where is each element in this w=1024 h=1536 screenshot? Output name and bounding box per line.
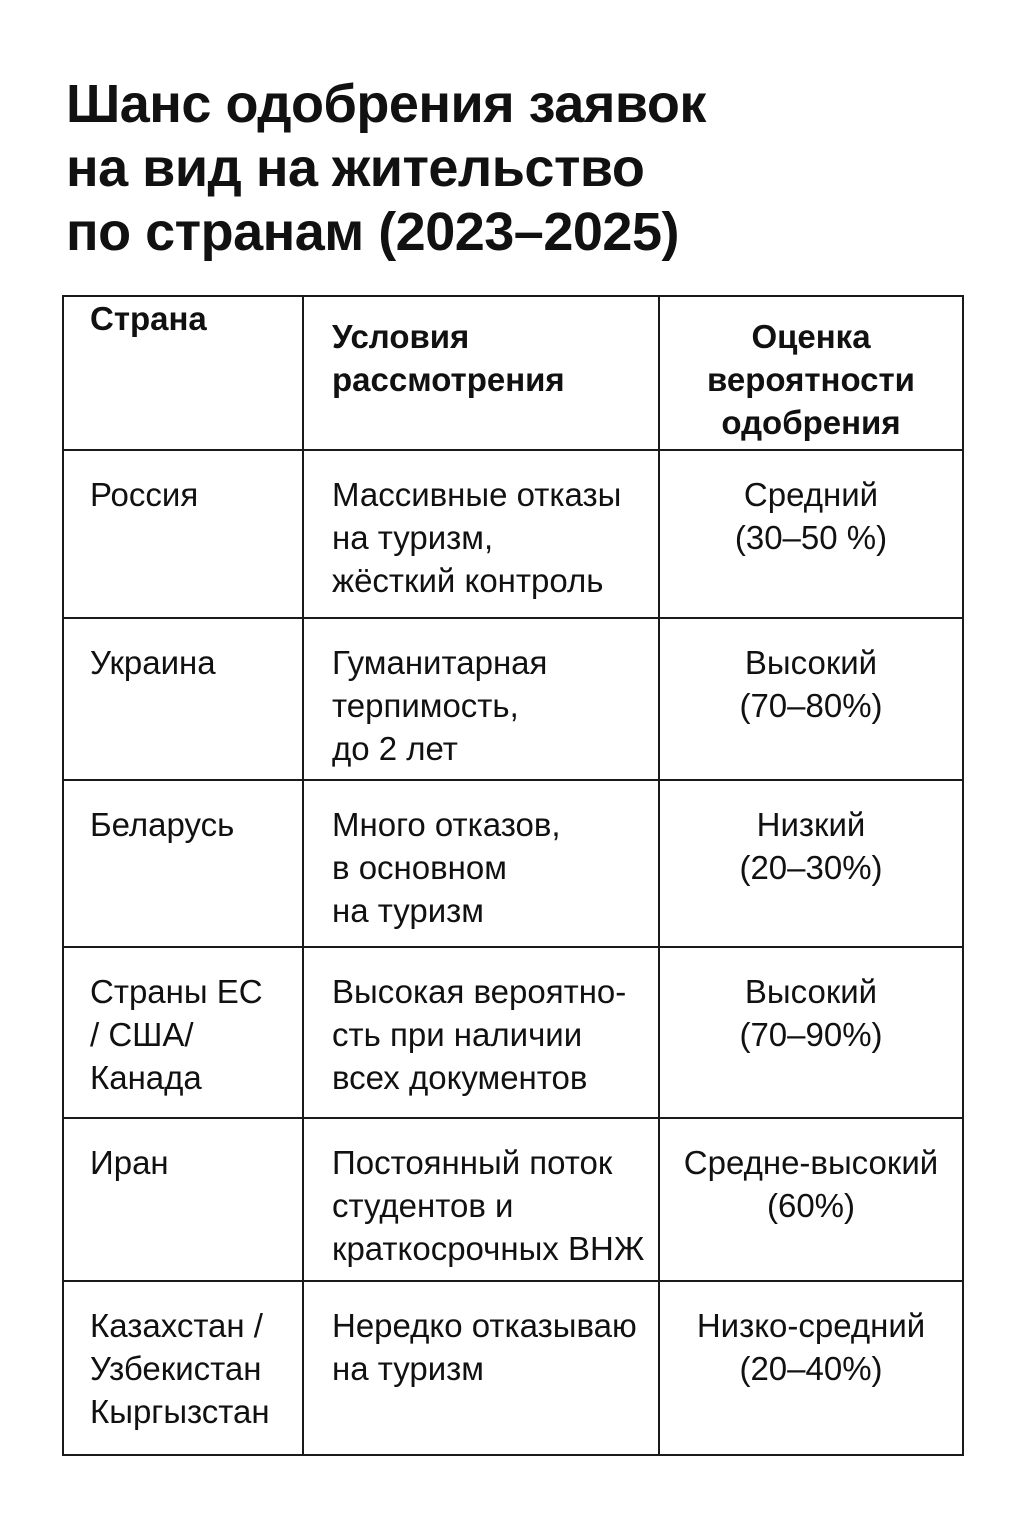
country-line: Казахстан / — [90, 1307, 263, 1344]
cell-conditions — [303, 450, 659, 618]
table-row — [63, 1281, 963, 1455]
estimate-line: (70–80%) — [739, 687, 883, 724]
cell-country — [63, 947, 303, 1118]
cell-country — [63, 618, 303, 780]
conditions-line: Нередко отказываю — [332, 1307, 637, 1344]
conditions-line: терпимость, — [332, 687, 519, 724]
country-line: Узбекистан — [90, 1350, 262, 1387]
cell-conditions — [303, 1281, 659, 1455]
conditions-line: Высокая вероятно- — [332, 973, 627, 1010]
header-estimate-line: одобрения — [721, 404, 901, 441]
conditions-line: всех документов — [332, 1059, 588, 1096]
country-line: Беларусь — [90, 806, 235, 843]
country-line: Кыргызстан — [90, 1393, 270, 1430]
title-line-2: на вид на жительство — [66, 138, 645, 198]
conditions-line: краткосрочных ВНЖ — [332, 1230, 645, 1267]
cell-estimate — [659, 618, 963, 780]
estimate-line: Высокий — [744, 644, 878, 681]
table-row — [63, 780, 963, 947]
cell-estimate — [659, 780, 963, 947]
estimate-line: (60%) — [766, 1187, 856, 1224]
cell-estimate — [659, 947, 963, 1118]
country-line: Украина — [90, 644, 216, 681]
header-conditions-line: рассмотрения — [332, 361, 565, 398]
country-line: / США/ — [90, 1016, 194, 1053]
conditions-line: Постоянный поток — [332, 1144, 613, 1181]
header-country-line: Страна — [90, 300, 207, 337]
title-line-1: Шанс одобрения заявок — [66, 74, 706, 134]
country-line: Россия — [90, 476, 199, 513]
estimate-line: (70–90%) — [739, 1016, 883, 1053]
header-estimate-line: Оценка — [751, 318, 871, 355]
conditions-line: Массивные отказы — [332, 476, 622, 513]
cell-conditions — [303, 618, 659, 780]
estimate-line: Высокий — [744, 973, 878, 1010]
header-country — [63, 296, 303, 450]
conditions-line: сть при наличии — [332, 1016, 583, 1053]
conditions-line: до 2 лет — [332, 730, 458, 767]
header-conditions-line: Условия — [332, 318, 470, 355]
cell-conditions — [303, 780, 659, 947]
cell-conditions — [303, 1118, 659, 1281]
country-line: Иран — [90, 1144, 169, 1181]
conditions-line: на туризм — [332, 892, 484, 929]
title-line-3: по странам (2023–2025) — [66, 202, 679, 262]
estimate-line: Средне-высокий — [683, 1144, 939, 1181]
conditions-line: жёсткий контроль — [332, 562, 604, 599]
estimate-line: (20–30%) — [739, 849, 883, 886]
page-title — [66, 72, 946, 264]
table-header-row — [63, 296, 963, 450]
conditions-line: на туризм, — [332, 519, 494, 556]
conditions-line: на туризм — [332, 1350, 484, 1387]
cell-country — [63, 780, 303, 947]
approval-table — [62, 295, 964, 1456]
country-line: Канада — [90, 1059, 202, 1096]
header-estimate-line: вероятности — [707, 361, 915, 398]
header-estimate — [659, 296, 963, 450]
table-row — [63, 618, 963, 780]
table-row — [63, 1118, 963, 1281]
header-conditions — [303, 296, 659, 450]
cell-estimate — [659, 1281, 963, 1455]
estimate-line: (20–40%) — [739, 1350, 883, 1387]
cell-country — [63, 450, 303, 618]
estimate-line: Низко-средний — [696, 1307, 926, 1344]
table-row — [63, 947, 963, 1118]
cell-country — [63, 1118, 303, 1281]
conditions-line: в основном — [332, 849, 507, 886]
conditions-line: Гуманитарная — [332, 644, 548, 681]
estimate-line: Низкий — [756, 806, 866, 843]
cell-estimate — [659, 1118, 963, 1281]
estimate-line: Средний — [743, 476, 879, 513]
cell-country — [63, 1281, 303, 1455]
conditions-line: студентов и — [332, 1187, 514, 1224]
cell-conditions — [303, 947, 659, 1118]
country-line: Страны ЕС — [90, 973, 263, 1010]
cell-estimate — [659, 450, 963, 618]
estimate-line: (30–50 %) — [734, 519, 888, 556]
table-row — [63, 450, 963, 618]
conditions-line: Много отказов, — [332, 806, 561, 843]
